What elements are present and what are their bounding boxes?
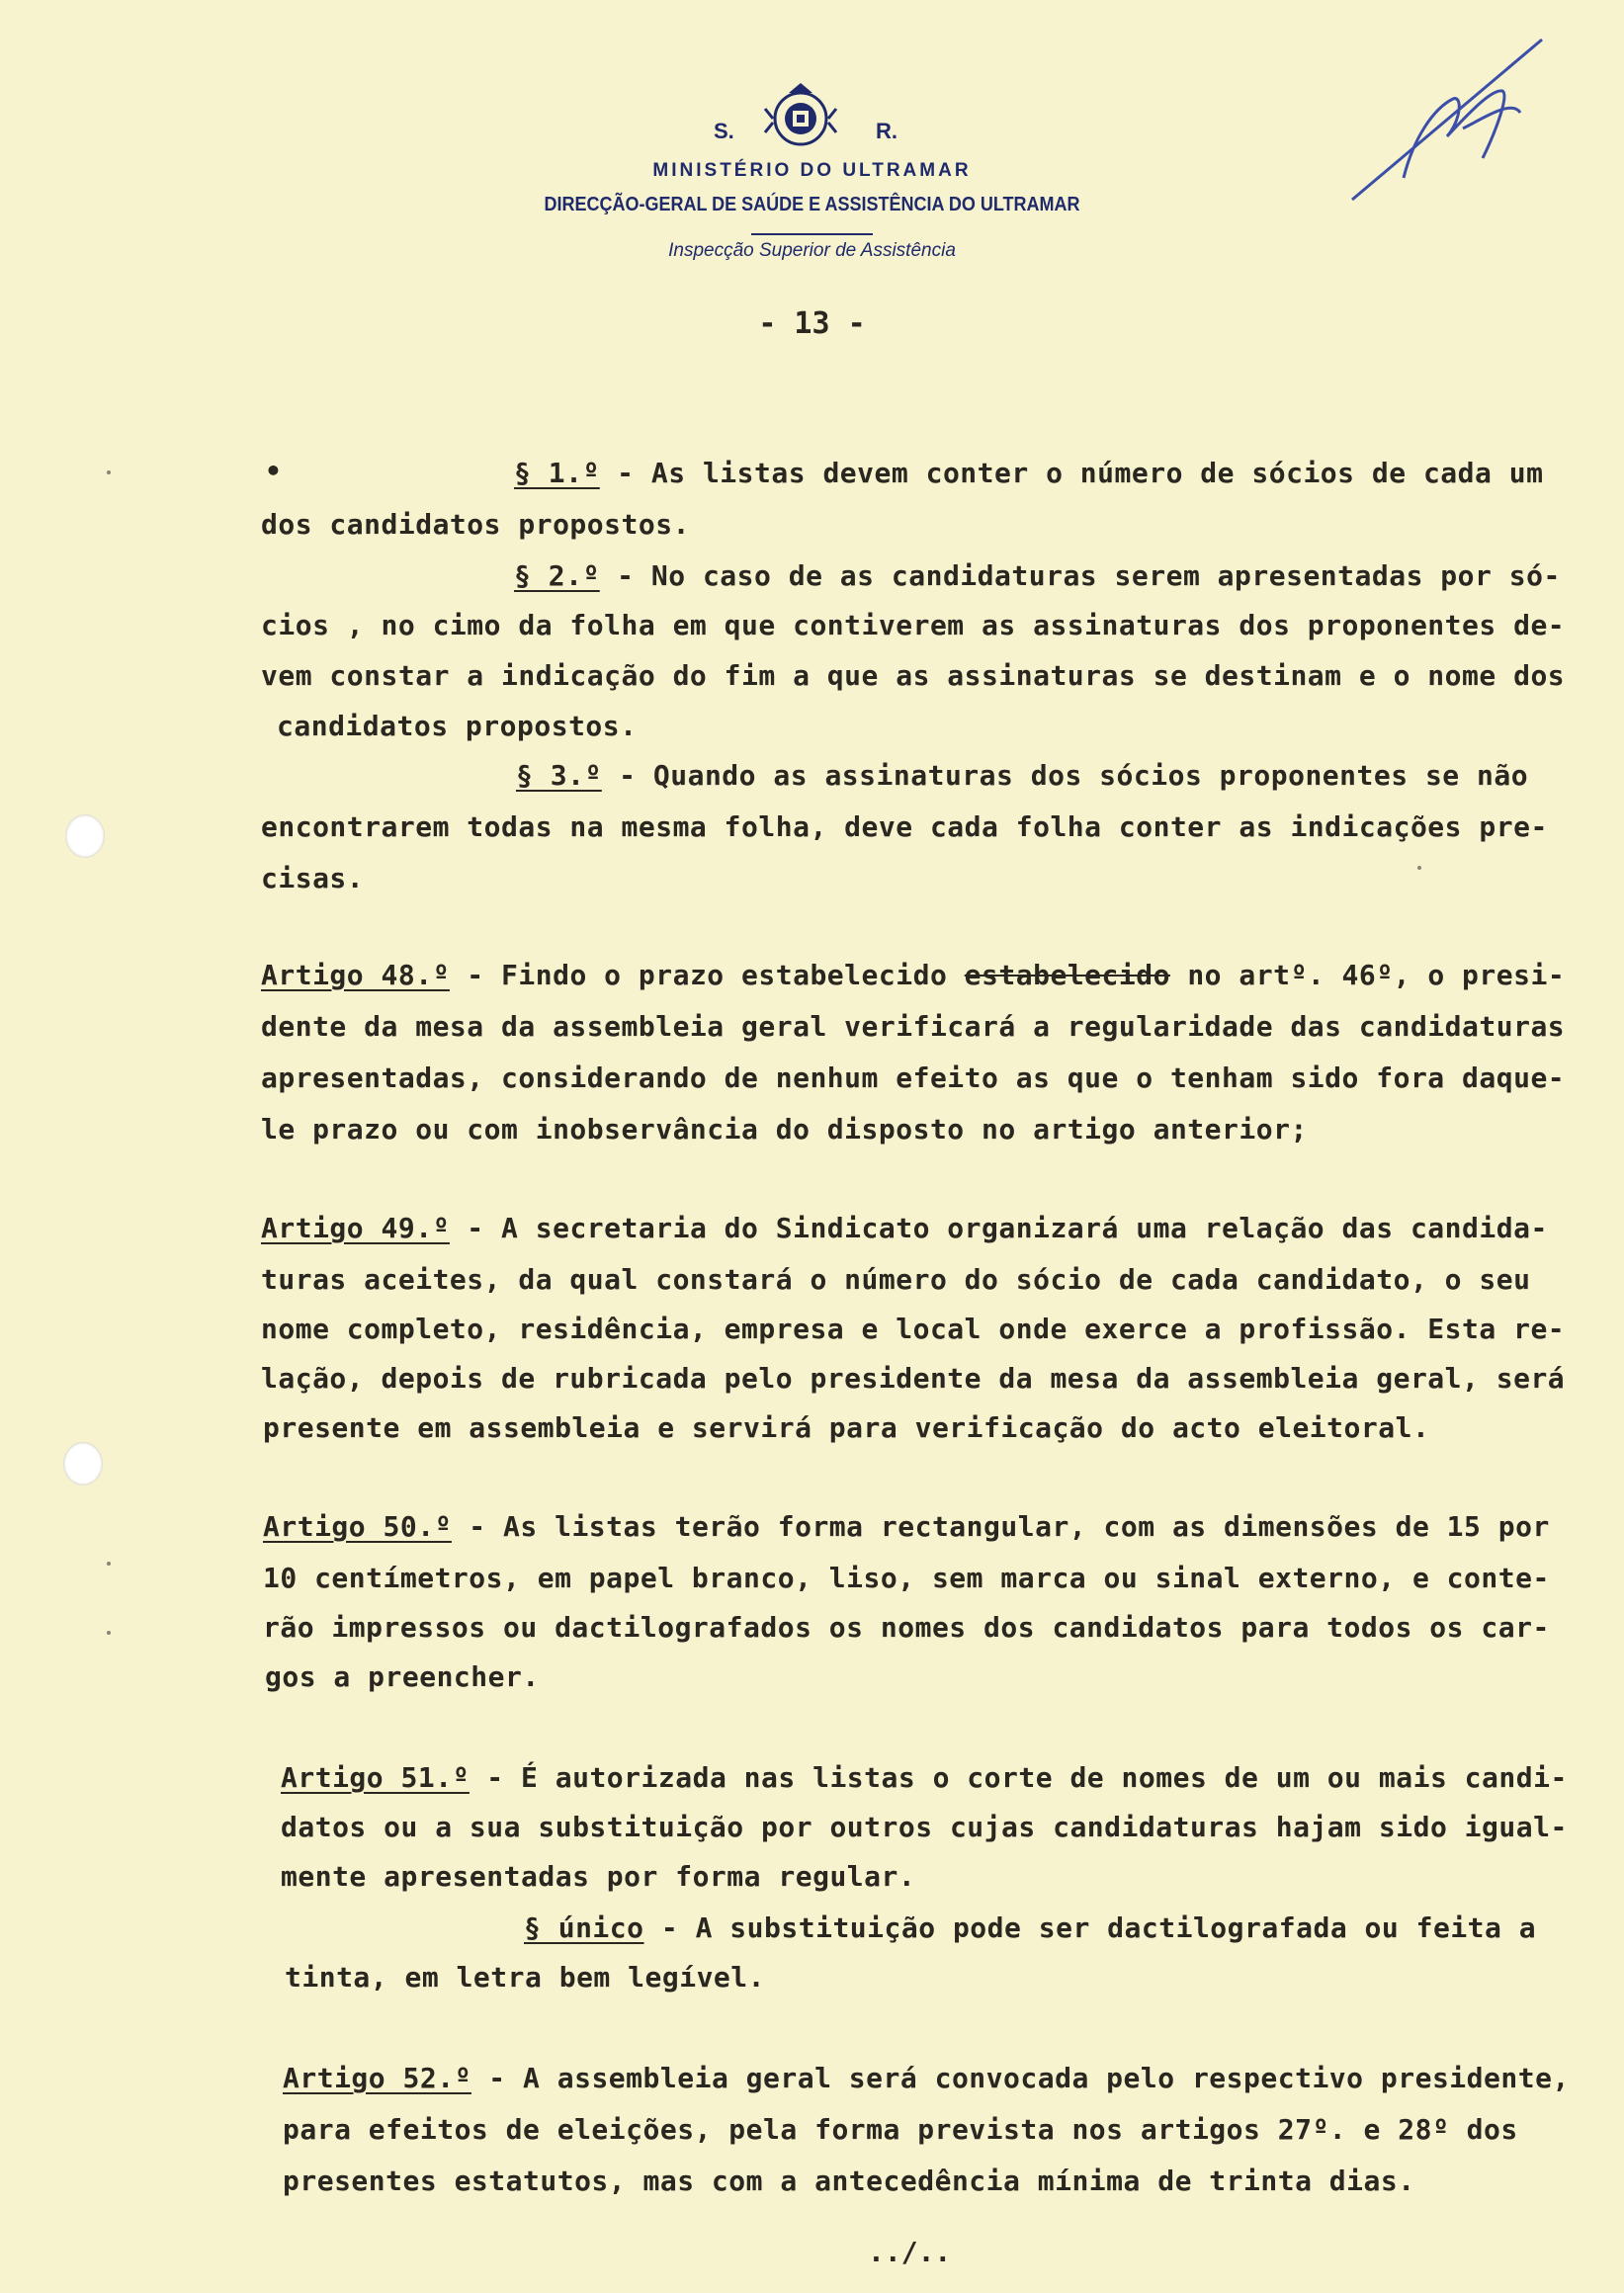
bullet-dot: • <box>265 455 283 487</box>
punch-hole <box>65 814 105 858</box>
article-49-line-1: Artigo 49.º - A secretaria do Sindicato organizará uma relação das candida- <box>261 1212 1548 1244</box>
paragraph-1-line-1: § 1.º - As listas devem conter o número de sócios de cada um <box>514 457 1544 489</box>
punch-hole <box>63 1442 103 1486</box>
article-ref: Artigo 49.º <box>261 1212 450 1244</box>
paragraph-2-line-2: cios , no cimo da folha em que contiverem as assinaturas dos proponentes de- <box>261 609 1566 641</box>
paper-speck <box>107 1631 111 1635</box>
paragraph-1-line-2: dos candidatos propostos. <box>261 508 690 541</box>
paper-speck <box>107 470 111 474</box>
article-50-line-3: rão impressos ou dactilografados os nomes dos candidatos para todos os car- <box>263 1611 1550 1644</box>
article-51-line-3: mente apresentadas por forma regular. <box>281 1860 916 1893</box>
handwritten-signature <box>1344 30 1562 208</box>
paper-speck <box>107 1562 111 1566</box>
letterhead-r-mark: R. <box>876 119 897 143</box>
article-49-line-4: lação, depois de rubricada pelo presidente da mesa da assembleia geral, será <box>261 1362 1566 1395</box>
struck-word: estabelecido <box>964 959 1170 991</box>
article-ref: Artigo 52.º <box>283 2062 471 2094</box>
direccao-title: DIRECÇÃO-GERAL DE SAÚDE E ASSISTÊNCIA DO ULTRAMAR <box>544 194 1080 215</box>
paper-speck <box>1417 866 1421 870</box>
article-52-line-1: Artigo 52.º - A assembleia geral será convocada pelo respectivo presidente, <box>283 2062 1570 2094</box>
page-number: - 13 - <box>758 306 866 341</box>
article-52-line-2: para efeitos de eleições, pela forma prevista nos artigos 27º. e 28º dos <box>283 2113 1518 2146</box>
paragraph-2-line-4: candidatos propostos. <box>277 710 638 742</box>
article-51-line-2: datos ou a sua substituição por outros cujas candidaturas hajam sido igual- <box>281 1811 1568 1843</box>
article-51-line-5: tinta, em letra bem legível. <box>285 1961 766 1994</box>
article-ref: Artigo 48.º <box>261 959 450 991</box>
paragraph-ref: § único <box>524 1911 644 1944</box>
paragraph-3-line-1: § 3.º - Quando as assinaturas dos sócios proponentes se não <box>516 759 1529 792</box>
article-49-line-3: nome completo, residência, empresa e local onde exerce a profissão. Esta re- <box>261 1313 1566 1345</box>
inspeccao-subtitle: Inspecção Superior de Assistência <box>668 240 956 261</box>
paragraph-ref: § 2.º <box>514 559 600 592</box>
article-50-line-4: gos a preencher. <box>265 1660 540 1693</box>
paragraph-3-line-2: encontrarem todas na mesma folha, deve cada folha conter as indicações pre- <box>261 810 1548 843</box>
paragraph-ref: § 1.º <box>514 457 600 489</box>
continuation-mark: ../.. <box>868 2236 952 2268</box>
paragraph-2-line-1: § 2.º - No caso de as candidaturas serem apresentadas por só- <box>514 559 1561 592</box>
article-51-line-4: § único - A substituição pode ser dactilografada ou feita a <box>524 1911 1537 1944</box>
article-48-line-3: apresentadas, considerando de nenhum efeito as que o tenham sido fora daque- <box>261 1062 1566 1094</box>
ministry-title: MINISTÉRIO DO ULTRAMAR <box>652 160 972 181</box>
paragraph-2-line-3: vem constar a indicação do fim a que as assinaturas se destinam e o nome dos <box>261 659 1566 692</box>
letterhead-s-mark: S. <box>714 119 734 143</box>
article-50-line-1: Artigo 50.º - As listas terão forma rectangular, com as dimensões de 15 por <box>263 1510 1550 1543</box>
article-ref: Artigo 50.º <box>263 1510 452 1543</box>
paragraph-ref: § 3.º <box>516 759 602 792</box>
article-48-line-4: le prazo ou com inobservância do disposto no artigo anterior; <box>261 1113 1308 1146</box>
article-49-line-5: presente em assembleia e servirá para verificação do acto eleitoral. <box>263 1411 1430 1444</box>
article-52-line-3: presentes estatutos, mas com a antecedência mínima de trinta dias. <box>283 2165 1415 2197</box>
article-49-line-2: turas aceites, da qual constará o número do sócio de cada candidato, o seu <box>261 1263 1531 1296</box>
article-ref: Artigo 51.º <box>281 1761 470 1794</box>
article-48-line-2: dente da mesa da assembleia geral verificará a regularidade das candidaturas <box>261 1010 1566 1043</box>
paragraph-3-line-3: cisas. <box>261 862 365 894</box>
article-51-line-1: Artigo 51.º - É autorizada nas listas o corte de nomes de um ou mais candi- <box>281 1761 1568 1794</box>
letterhead-divider <box>751 233 873 235</box>
article-48-line-1: Artigo 48.º - Findo o prazo estabelecido estabelecido no artº. 46º, o presi- <box>261 959 1566 991</box>
coat-of-arms-icon <box>763 79 838 154</box>
article-50-line-2: 10 centímetros, em papel branco, liso, sem marca ou sinal externo, e conte- <box>263 1562 1550 1594</box>
